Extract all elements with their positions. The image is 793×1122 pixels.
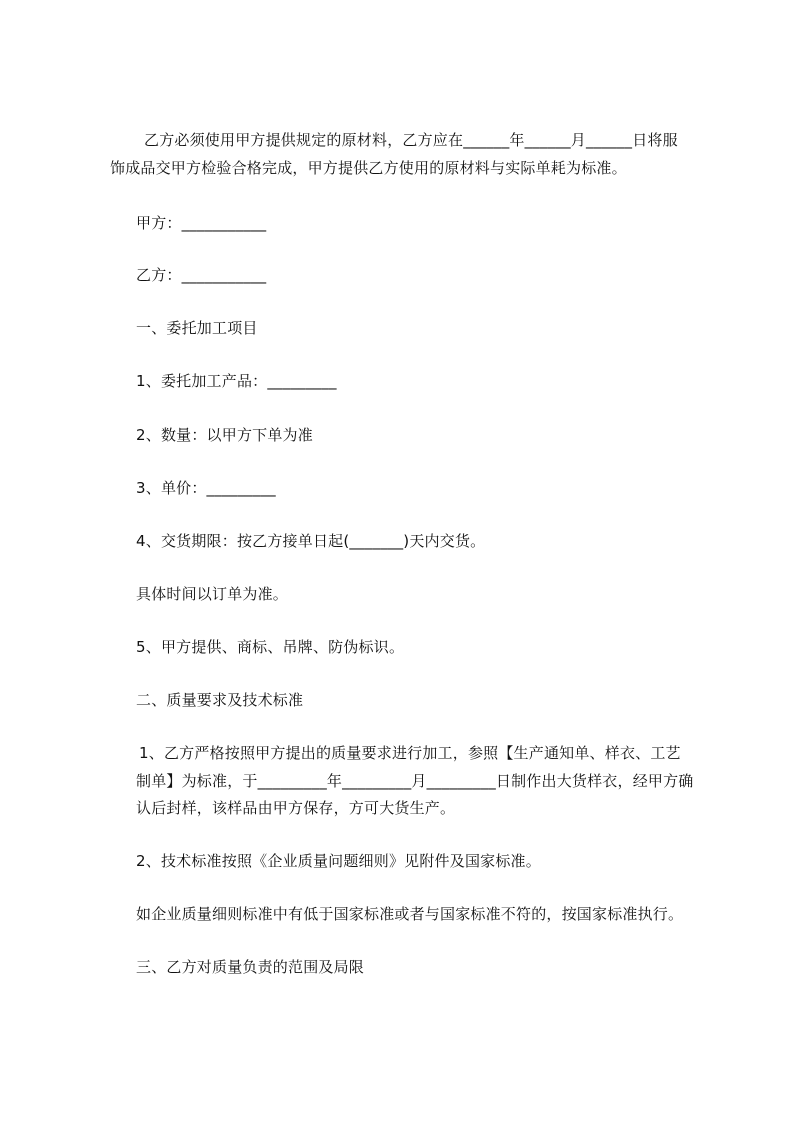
party-a-line: 甲方：___________ bbox=[136, 214, 267, 232]
paragraph-line: 制单】为标准，于_________年_________月_________日制作出大货样衣，经甲方确 bbox=[136, 772, 694, 790]
list-item-note: 具体时间以订单为准。 bbox=[136, 585, 289, 603]
list-item: 5、甲方提供、商标、吊牌、防伪标识。 bbox=[136, 638, 405, 656]
list-item: 2、数量：以甲方下单为准 bbox=[136, 426, 313, 444]
paragraph-line: 饰成品交甲方检验合格完成，甲方提供乙方使用的原材料与实际单耗为标准。 bbox=[110, 159, 627, 177]
list-item: 3、单价：_________ bbox=[136, 479, 276, 497]
section-heading: 三、乙方对质量负责的范围及局限 bbox=[136, 958, 365, 976]
paragraph-line: 乙方必须使用甲方提供规定的原材料，乙方应在______年______月______日将服 bbox=[144, 131, 678, 149]
paragraph-line: 1、乙方严格按照甲方提出的质量要求进行加工，参照【生产通知单、样衣、工艺 bbox=[139, 744, 681, 762]
section-heading: 二、质量要求及技术标准 bbox=[136, 691, 304, 709]
list-item: 4、交货期限：按乙方接单日起(_______)天内交货。 bbox=[136, 532, 486, 550]
list-item: 1、委托加工产品：_________ bbox=[136, 372, 337, 390]
paragraph: 2、技术标准按照《企业质量问题细则》见附件及国家标准。 bbox=[136, 852, 541, 870]
party-b-line: 乙方：___________ bbox=[136, 266, 267, 284]
section-heading: 一、委托加工项目 bbox=[136, 319, 258, 337]
paragraph: 如企业质量细则标准中有低于国家标准或者与国家标准不符的，按国家标准执行。 bbox=[136, 905, 684, 923]
paragraph-line: 认后封样，该样品由甲方保存，方可大货生产。 bbox=[136, 799, 456, 817]
